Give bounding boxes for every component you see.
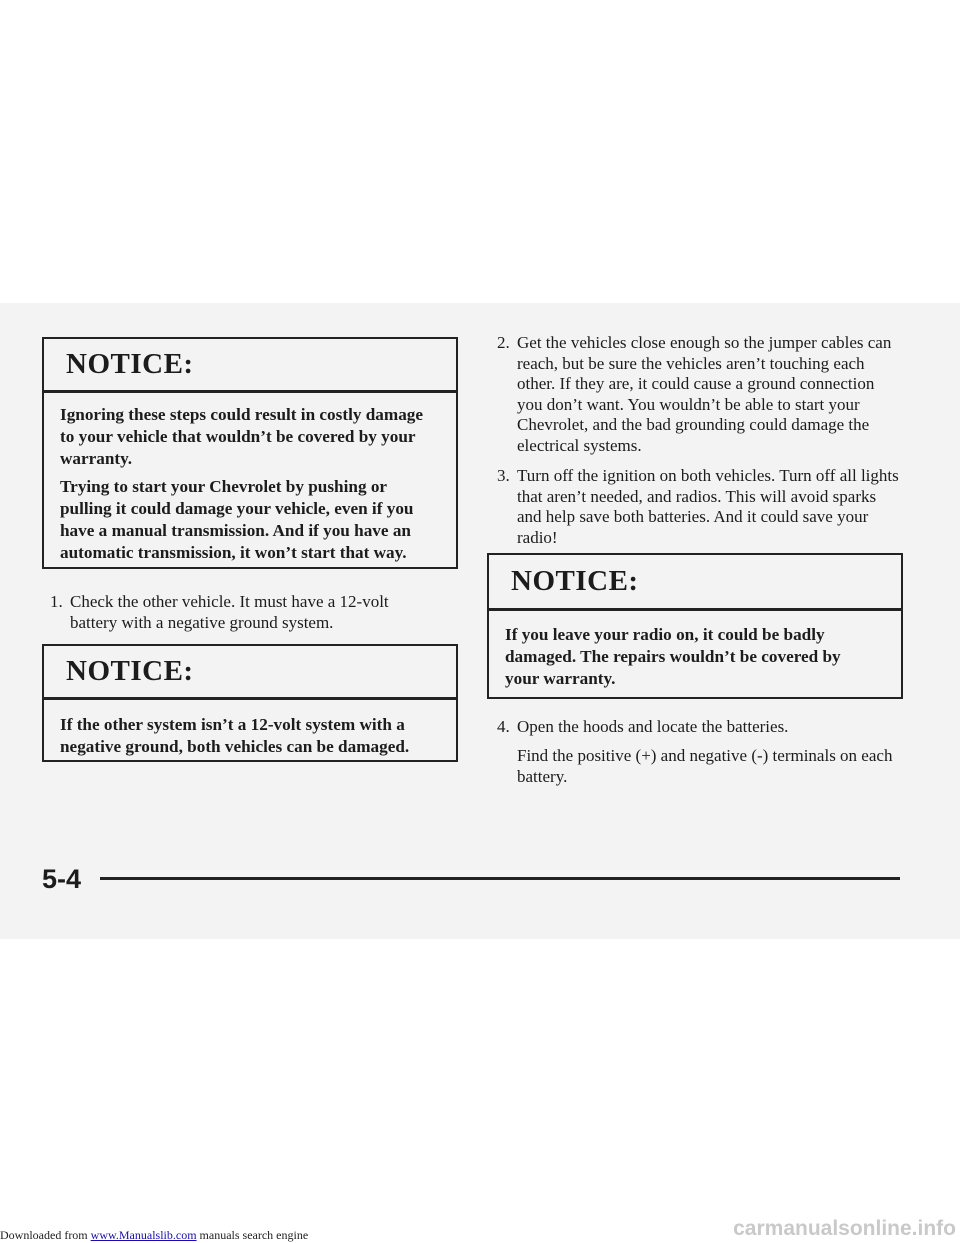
notice-body xyxy=(489,611,901,690)
footer-prefix: Downloaded from xyxy=(0,1228,91,1242)
page-number: 5-4 xyxy=(42,864,82,894)
step-1 xyxy=(50,592,430,633)
notice-title: NOTICE: xyxy=(66,348,194,380)
step-text: Turn off the ignition on both vehicles. Turn off all lights that aren’t needed, and radios. This will avoid sparks and help save both batteries. And it could save your radio! xyxy=(517,466,899,547)
notice-box-12-volt xyxy=(42,644,458,762)
notice-body xyxy=(44,700,456,758)
footer-suffix: manuals search engine xyxy=(196,1228,309,1242)
step-text: Check the other vehicle. It must have a 12-volt battery with a negative ground system. xyxy=(70,592,389,632)
notice-box-radio xyxy=(487,553,903,699)
site-watermark: carmanualsonline.info xyxy=(733,1217,956,1240)
notice-header xyxy=(489,555,901,611)
step-4-detail: Find the positive (+) and negative (-) terminals on each battery. xyxy=(517,746,893,786)
footer-rule xyxy=(100,877,900,880)
notice-text: Trying to start your Chevrolet by pushing or pulling it could damage your vehicle, even if you have a manual transmission. And if you have an automatic transmission, it won’t start that way. xyxy=(60,477,414,562)
step-number: 3. xyxy=(497,466,510,485)
notice-text: Ignoring these steps could result in costly damage to your vehicle that wouldn’t be covered by your warranty. xyxy=(60,405,424,468)
step-text: Get the vehicles close enough so the jumper cables can reach, but be sure the vehicles aren’t touching each other. If they are, it could cause a ground connection you don’t want. You wouldn’t be able to start your Chevrolet, and the bad grounding could damage the electrical systems. xyxy=(517,333,892,455)
manual-page xyxy=(0,303,960,939)
download-footer xyxy=(0,1228,308,1243)
step-number: 1. xyxy=(50,592,63,611)
notice-body xyxy=(44,393,456,564)
step-2 xyxy=(497,333,902,456)
step-number: 2. xyxy=(497,333,510,352)
step-text: Open the hoods and locate the batteries. xyxy=(517,717,789,736)
notice-title: NOTICE: xyxy=(511,565,639,597)
notice-title: NOTICE: xyxy=(66,655,194,687)
notice-text: If the other system isn’t a 12-volt system with a negative ground, both vehicles can be damaged. xyxy=(60,715,410,756)
notice-text: If you leave your radio on, it could be badly damaged. The repairs wouldn’t be covered by your warranty. xyxy=(505,625,841,688)
notice-header xyxy=(44,339,456,393)
notice-box-costly-damage xyxy=(42,337,458,569)
step-4 xyxy=(497,717,902,738)
step-number: 4. xyxy=(497,717,510,736)
notice-header xyxy=(44,646,456,700)
step-3 xyxy=(497,466,902,548)
manualslib-link[interactable]: www.Manualslib.com xyxy=(90,1228,197,1242)
